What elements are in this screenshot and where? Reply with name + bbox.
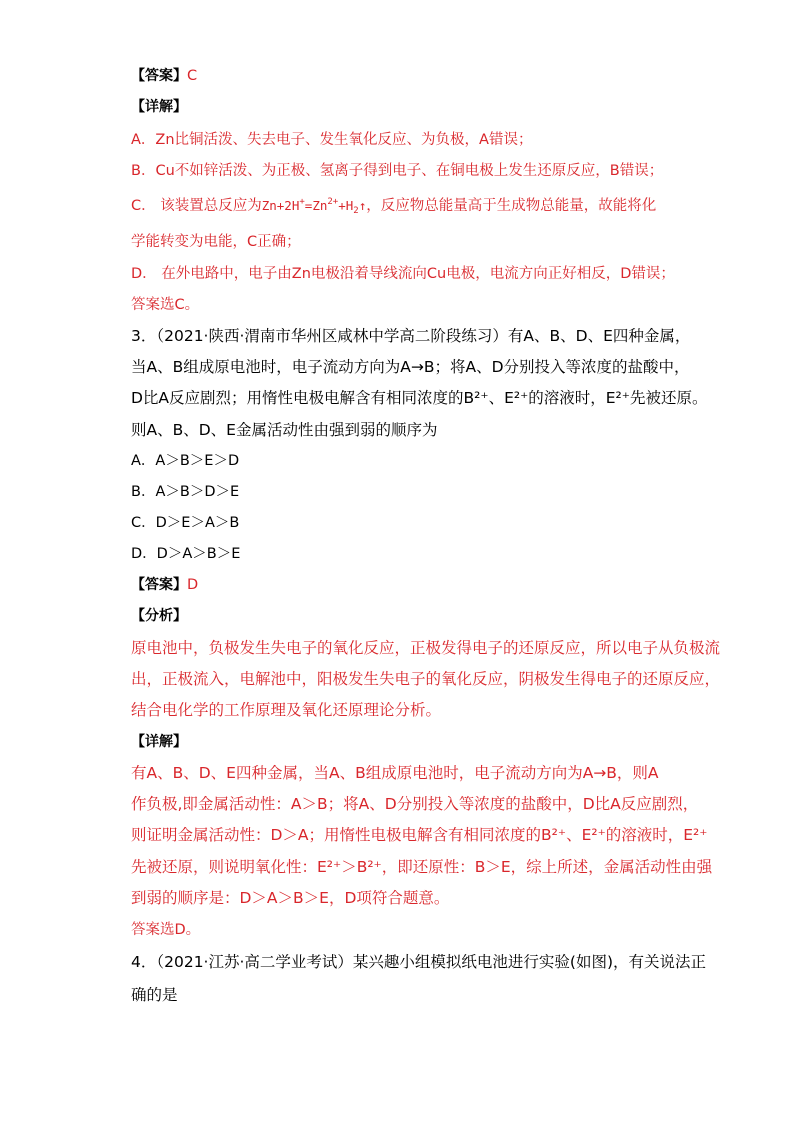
q3-stem-line-2: 当A、B组成原电池时，电子流动方向为A→B；将A、D分别投入等浓度的盐酸中， — [131, 358, 690, 376]
q3-detail-line-2: 作负极,即金属活动性：A＞B；将A、D分别投入等浓度的盐酸中，D比A反应剧烈， — [131, 795, 699, 813]
q3-detail-line-4: 先被还原，则说明氧化性：E²⁺＞B²⁺，即还原性：B＞E，综上所述，金属活动性由强 — [131, 858, 713, 876]
q3-stem-line-1: 3．（2021·陕西·渭南市华州区咸林中学高二阶段练习）有A、B、D、E四种金属， — [131, 327, 691, 345]
q3-option-b: B．A＞B＞D＞E — [131, 484, 240, 500]
q3-analysis-label: 【分析】 — [131, 608, 187, 624]
answer-value: D — [187, 577, 199, 593]
answer-value: C — [187, 68, 198, 84]
q2-final-answer: 答案选C。 — [131, 297, 200, 313]
answer-label: 【答案】 — [131, 577, 187, 593]
q3-detail-line-3: 则证明金属活动性：D＞A；用惰性电极电解含有相同浓度的B²⁺、E²⁺的溶液时，E²⁺ — [131, 826, 708, 844]
q2-option-c-explanation: C． 该装置总反应为$Zn+2H^+=Zn^{2+}+H_2↑$，反应物总能量高于生成物总能量，故能将化 — [131, 197, 657, 216]
q3-option-a: A．A＞B＞E＞D — [131, 453, 240, 469]
q3-final-answer: 答案选D。 — [131, 922, 201, 938]
reaction-equation: $Zn+2H^+=Zn^{2+}+H_2↑$ — [261, 197, 367, 216]
q2-option-a-explanation: A．Zn比铜活泼、失去电子、发生氧化反应、为负极，A错误； — [131, 132, 533, 148]
q2-option-d-explanation: D． 在外电路中，电子由Zn电极沿着导线流向Cu电极，电流方向正好相反，D错误； — [131, 266, 675, 282]
q3-detail-line-5: 到弱的顺序是：D＞A＞B＞E，D项符合题意。 — [131, 889, 450, 907]
q3-analysis-line-3: 结合电化学的工作原理及氧化还原理论分析。 — [131, 701, 442, 719]
q3-analysis-line-1: 原电池中，负极发生失电子的氧化反应，正极发得电子的还原反应，所以电子从负极流 — [131, 639, 721, 657]
q4-stem-line-2: 确的是 — [131, 986, 178, 1004]
q3-answer-line — [131, 575, 198, 595]
q2-answer-line — [131, 66, 197, 86]
q3-analysis-line-2: 出，正极流入，电解池中，阳极发生失电子的氧化反应，阴极发生得电子的还原反应， — [131, 670, 721, 688]
q3-stem-line-4: 则A、B、D、E金属活动性由强到弱的顺序为 — [131, 421, 438, 439]
q2-option-c-continuation: 学能转变为电能，C正确； — [131, 234, 301, 250]
q3-detail-line-1: 有A、B、D、E四种金属，当A、B组成原电池时，电子流动方向为A→B，则A — [131, 764, 659, 782]
q4-stem-line-1: 4．（2021·江苏·高二学业考试）某兴趣小组模拟纸电池进行实验(如图)，有关说法正 — [131, 953, 707, 971]
answer-label: 【答案】 — [131, 68, 187, 84]
q3-option-c: C．D＞E＞A＞B — [131, 515, 240, 531]
q3-option-d: D．D＞A＞B＞E — [131, 546, 241, 562]
q2-detail-label: 【详解】 — [131, 99, 187, 115]
q3-detail-label: 【详解】 — [131, 734, 187, 750]
q3-stem-line-3: D比A反应剧烈；用惰性电极电解含有相同浓度的B²⁺、E²⁺的溶液时，E²⁺先被还原。 — [131, 389, 708, 407]
q2-option-b-explanation: B．Cu不如锌活泼、为正极、氢离子得到电子、在铜电极上发生还原反应，B错误； — [131, 163, 664, 179]
